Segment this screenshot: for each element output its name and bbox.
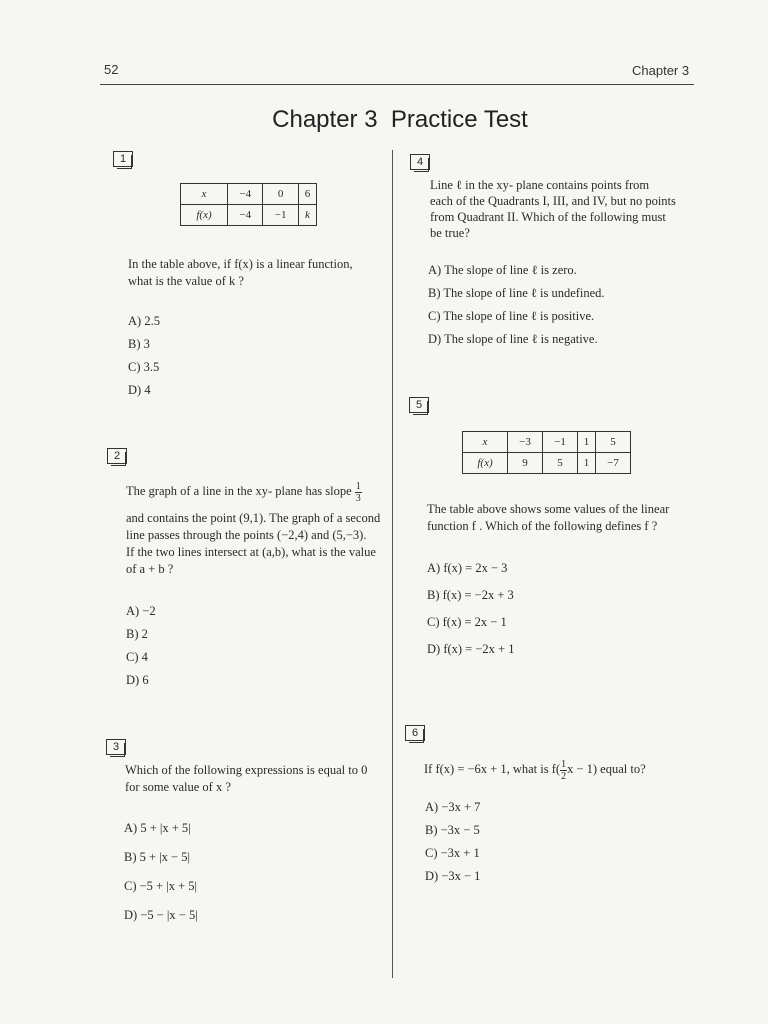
q5-value-table	[462, 431, 631, 474]
q5-f-value: 5	[543, 453, 578, 474]
q4-option-a[interactable]: A) The slope of line ℓ is zero.	[428, 263, 577, 277]
q5-option-a[interactable]: A) f(x) = 2x − 3	[427, 561, 508, 575]
question-number-2: 2	[107, 448, 127, 464]
q2-stem	[126, 474, 392, 578]
q4-stem-line: Line ℓ in the xy- plane contains points from	[430, 178, 650, 192]
q2-stem-line: If the two lines intersect at (a,b), what is the value	[126, 545, 376, 559]
q5-f-value: 1	[578, 453, 596, 474]
q2-slope-denominator: 3	[355, 492, 361, 504]
q5-x-value: −1	[543, 432, 578, 453]
q6-half-fraction	[560, 759, 567, 782]
q4-option-b[interactable]: B) The slope of line ℓ is undefined.	[428, 286, 605, 300]
q4-stem-line: from Quadrant II. Which of the following must	[430, 210, 666, 224]
question-number-1: 1	[113, 151, 133, 167]
q1-x-label: x	[181, 184, 228, 205]
question-number-3: 3	[106, 739, 126, 755]
question-number-4: 4	[410, 154, 430, 170]
q3-option-a[interactable]: A) 5 + |x + 5|	[124, 821, 191, 835]
q5-stem	[427, 501, 727, 535]
q2-options	[126, 600, 156, 692]
q5-f-value: −7	[595, 453, 630, 474]
q5-stem-line: The table above shows some values of the linear	[427, 502, 670, 516]
q3-option-d[interactable]: D) −5 − |x − 5|	[124, 908, 198, 922]
q6-option-a[interactable]: A) −3x + 7	[425, 800, 481, 814]
q1-x-value: 0	[263, 184, 298, 205]
q1-option-b[interactable]: B) 3	[128, 337, 150, 351]
q5-f-label: f(x)	[463, 453, 508, 474]
header-rule	[100, 84, 694, 85]
q5-option-b[interactable]: B) f(x) = −2x + 3	[427, 588, 514, 602]
running-chapter-title: Chapter 3	[632, 63, 690, 78]
q4-stem-line: each of the Quadrants I, III, and IV, but no points	[430, 194, 676, 208]
q5-x-value: 5	[595, 432, 630, 453]
q6-option-c[interactable]: C) −3x + 1	[425, 846, 480, 860]
q5-option-c[interactable]: C) f(x) = 2x − 1	[427, 615, 507, 629]
q1-option-d[interactable]: D) 4	[128, 383, 151, 397]
q2-stem-line: and contains the point (9,1). The graph of a second	[126, 511, 381, 525]
q6-stem	[424, 754, 724, 784]
q5-stem-line: function f . Which of the following defines f ?	[427, 519, 658, 533]
q2-stem-lead: The graph of a line in the xy- plane has slope	[126, 484, 352, 498]
q1-x-value: 6	[298, 184, 316, 205]
page-number: 52	[104, 62, 119, 77]
q2-slope-numerator: 1	[355, 480, 361, 492]
q6-options	[425, 796, 480, 888]
q2-option-d[interactable]: D) 6	[126, 673, 149, 687]
q1-f-value: −1	[263, 205, 298, 226]
q2-option-b[interactable]: B) 2	[126, 627, 148, 641]
q6-option-b[interactable]: B) −3x − 5	[425, 823, 480, 837]
q1-value-table	[180, 183, 317, 226]
q1-x-value: −4	[228, 184, 263, 205]
q5-x-value: −3	[508, 432, 543, 453]
q2-stem-first-line	[126, 474, 392, 508]
q1-stem	[128, 256, 390, 290]
q3-stem-line: Which of the following expressions is equal to 0	[125, 763, 368, 777]
q6-stem-tail: x − 1) equal to?	[567, 762, 646, 776]
q5-option-d[interactable]: D) f(x) = −2x + 1	[427, 642, 515, 656]
q5-options	[427, 555, 514, 663]
q4-stem-line: be true?	[430, 226, 470, 240]
q5-x-label: x	[463, 432, 508, 453]
q6-half-numerator: 1	[561, 758, 567, 770]
q4-options	[428, 259, 605, 351]
question-number-5: 5	[409, 397, 429, 413]
column-divider	[392, 150, 393, 978]
q1-options	[128, 310, 160, 402]
q1-f-value: −4	[228, 205, 263, 226]
q3-options	[124, 814, 198, 930]
q1-stem-line: In the table above, if f(x) is a linear function,	[128, 257, 353, 271]
q2-option-c[interactable]: C) 4	[126, 650, 148, 664]
q1-option-a[interactable]: A) 2.5	[128, 314, 160, 328]
q5-f-value: 9	[508, 453, 543, 474]
q3-option-c[interactable]: C) −5 + |x + 5|	[124, 879, 198, 893]
q2-slope-fraction	[355, 481, 362, 504]
q1-stem-line: what is the value of k ?	[128, 274, 244, 288]
q6-stem-lead: If f(x) = −6x + 1, what is f(	[424, 762, 561, 776]
q6-option-d[interactable]: D) −3x − 1	[425, 869, 481, 883]
q4-stem	[430, 177, 730, 241]
q3-option-b[interactable]: B) 5 + |x − 5|	[124, 850, 190, 864]
page-title: Chapter 3 Practice Test	[272, 106, 528, 133]
q1-f-label: f(x)	[181, 205, 228, 226]
q3-stem-line: for some value of x ?	[125, 780, 231, 794]
q3-stem	[125, 762, 391, 796]
q1-f-value: k	[298, 205, 316, 226]
q4-option-d[interactable]: D) The slope of line ℓ is negative.	[428, 332, 598, 346]
q5-x-value: 1	[578, 432, 596, 453]
q2-stem-line: of a + b ?	[126, 562, 174, 576]
q6-half-denominator: 2	[561, 770, 567, 782]
question-number-6: 6	[405, 725, 425, 741]
q4-option-c[interactable]: C) The slope of line ℓ is positive.	[428, 309, 595, 323]
q1-option-c[interactable]: C) 3.5	[128, 360, 160, 374]
q2-stem-line: line passes through the points (−2,4) and (5,−3).	[126, 528, 367, 542]
q2-option-a[interactable]: A) −2	[126, 604, 156, 618]
